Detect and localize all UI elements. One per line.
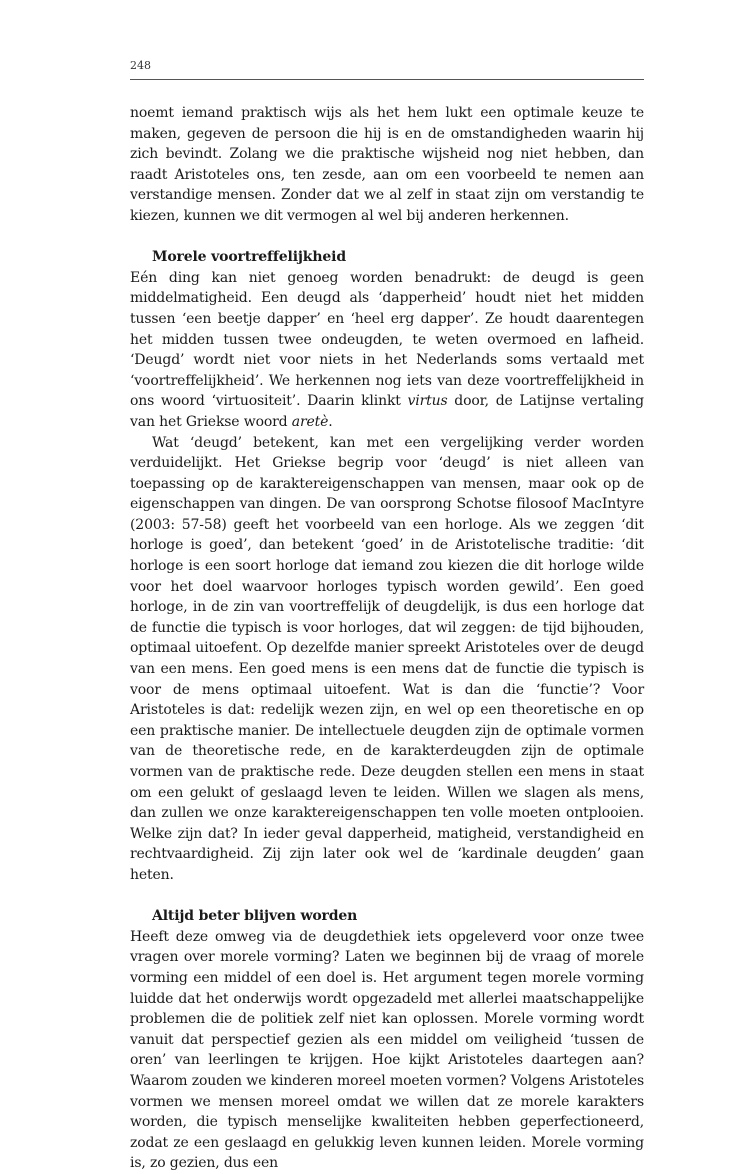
- greek-term-arete: aretè: [291, 413, 329, 430]
- section-heading-altijd-beter-blijven-worden: Altijd beter blijven worden: [152, 908, 358, 925]
- section-spacer: [130, 227, 644, 248]
- header-rule: [130, 79, 644, 80]
- section-1-paragraph-1: [130, 268, 644, 433]
- continuation-paragraph: noemt iemand praktisch wijs als het hem lukt een optimale keuze te maken, gegeven de persoon die hij is en de omstandigheden waarin hij zich bevindt. Zolang we die praktische wijsheid nog niet hebben, dan raadt Aristoteles ons, ten zesde, aan om een voorbeeld te nemen aan verstandige mensen. Zonder dat we al zelf in staat zijn om verstandig te kiezen, kunnen we dit vermogen al wel bij anderen herkennen.: [130, 105, 644, 224]
- paragraph-text: Eén ding kan niet genoeg worden benadrukt: de deugd is geen middelmatigheid. Een deugd als ‘dapperheid’ houdt niet het midden tussen ‘een beetje dapper’ en ‘heel erg dapper’. Ze houdt daarentegen het midden tussen twee ondeugden, te weten overmoed en lafheid. ‘Deugd’ wordt niet voor niets in het Nederlands soms vertaald met ‘voortreffelijkheid’. We herkennen nog iets van deze voortreffelijkheid in ons woord ‘virtuositeit’. Daarin klinkt: [130, 269, 644, 410]
- page-body: [130, 103, 644, 1174]
- paragraph-text: door, de Latijnse vertaling van het Griekse woord: [130, 393, 644, 430]
- section-1-paragraph-2: Wat ‘deugd’ betekent, kan met een vergelijking verder worden verduidelijkt. Het Griekse begrip voor ‘deugd’ is niet alleen van toepassing op de karaktereigenschappen van mensen, maar ook op de eigenschappen van dingen. De van oorsprong Schotse filosoof MacIntyre (2003: 57-58) geeft het voorbeeld van een horloge. Als we zeggen ‘dit horloge is goed’, dan betekent ‘goed’ in de Aristotelische traditie: ‘dit horloge is een soort horloge dat iemand zou kiezen die dit horloge wilde voor het doel waarvoor horloges typisch worden gewild’. Een goed horloge, in de zin van voortreffelijk of deugdelijk, is dus een horloge dat de functie die typisch is voor horloges, dat wil zeggen: de tijd bijhouden, optimaal uitoefent. Op dezelfde manier spreekt Aristoteles over de deugd van een mens. Een goed mens is een mens dat de functie die typisch is voor de mens optimaal uitoefent. Wat is dan die ‘functie’? Voor Aristoteles is dat: redelijk wezen zijn, en wel op een theoretische en op een praktische manier. De intellectuele deugden zijn de optimale vormen van de theoretische rede, en de karakterdeugden zijn de optimale vormen van de praktische rede. Deze deugden stellen een mens in staat om een gelukt of geslaagd leven te leiden. Willen we slagen als mens, dan zullen we onze karaktereigenschappen ten volle moeten ontplooien. Welke zijn dat? In ieder geval dapperheid, matigheid, verstandigheid en rechtvaardigheid. Zij zijn later ook wel de ‘kardinale deugden’ gaan heten.: [130, 434, 644, 883]
- section-heading-morele-voortreffelijkheid: Morele voortreffelijkheid: [152, 249, 346, 266]
- page-number: 248: [130, 59, 151, 72]
- section-spacer: [130, 886, 644, 907]
- section-2-paragraph-1: Heeft deze omweg via de deugdethiek iets opgeleverd voor onze twee vragen over morele vorming? Laten we beginnen bij de vraag of morele vorming een middel of een doel is. Het argument tegen morele vorming luidde dat het onderwijs wordt opgezadeld met allerlei maatschappelijke problemen die de politiek zelf niet kan oplossen. Morele vorming wordt vanuit dat perspectief gezien als een middel om veiligheid ‘tussen de oren’ van leerlingen te krijgen. Hoe kijkt Aristoteles daartegen aan? Waarom zouden we kinderen moreel moeten vormen? Volgens Aristoteles vormen we mensen moreel omdat we willen dat ze morele karakters worden, die typisch menselijke kwaliteiten hebben geperfectioneerd, zodat ze een geslaagd en gelukkig leven kunnen leiden. Morele vorming is, zo gezien, dus een: [130, 928, 644, 1172]
- latin-term-virtus: virtus: [407, 393, 448, 410]
- paragraph-text: .: [328, 413, 333, 430]
